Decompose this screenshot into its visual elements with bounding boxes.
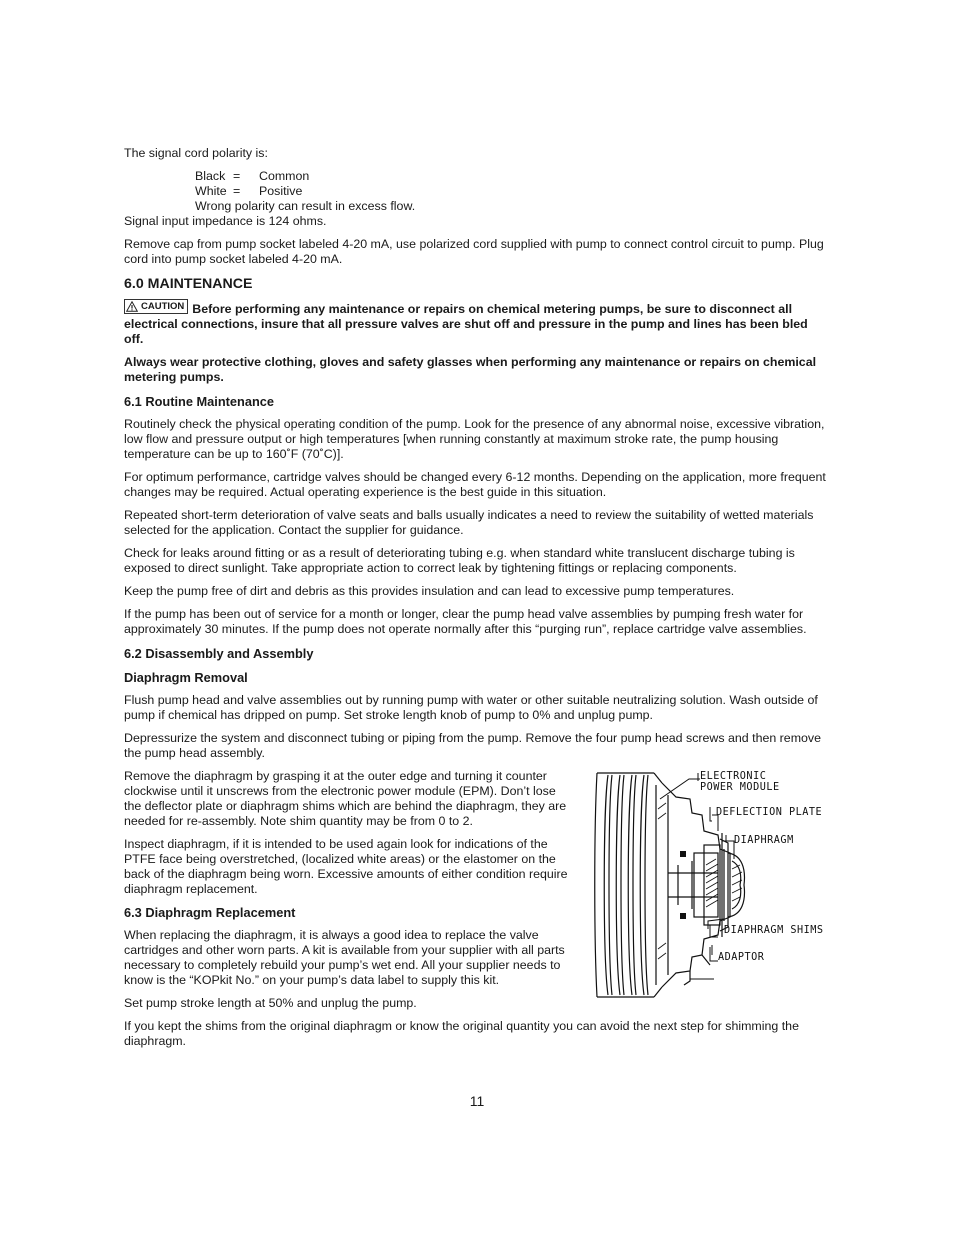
routine-paragraph: Check for leaks around fitting or as a result of deteriorating tubing e.g. when standard white translucent discharge tubing is exposed to direct sunlight. Take appropriate action to correct leak by tightening fittings or replacing components.: [124, 546, 795, 575]
label-electronic-power-module: [700, 771, 780, 793]
routine-paragraph: If the pump has been out of service for a month or longer, clear the pump head valve assemblies by pumping fresh water for approximately 30 minutes. If the pump does not operate normally after this “purging run”, replace cartridge valve assemblies.: [124, 607, 807, 636]
disassembly-paragraph: Inspect diaphragm, if it is intended to be used again look for indications of the PTFE face being overstretched, (localized white areas) or the elastomer on the back of the diaphragm being worn. Excessive amounts of either condition require diaphragm replacement.: [124, 837, 568, 896]
maintenance-heading: 6.0 MAINTENANCE: [124, 276, 253, 292]
replacement-paragraph: When replacing the diaphragm, it is always a good idea to replace the valve cartridges and other worn parts. A kit is available from your supplier with all parts necessary to completely rebuild your pump’s wet end. All your supplier needs to know is the “KOPkit No.” on your pump’s data label to supply this kit.: [124, 928, 565, 987]
polarity-meaning: Common: [259, 169, 310, 183]
label-deflection-plate: DEFLECTION PLATE: [716, 807, 823, 818]
label-adaptor: ADAPTOR: [718, 952, 765, 963]
routine-paragraph: Repeated short-term deterioration of valve seats and balls usually indicates a need to review the suitability of wetted materials selected for the application. Contact the supplier for guidance.: [124, 508, 814, 537]
polarity-warning: Wrong polarity can result in excess flow.: [195, 199, 416, 213]
polarity-heading: The signal cord polarity is:: [124, 146, 268, 160]
polarity-list: [195, 169, 830, 214]
replacement-paragraph: Set pump stroke length at 50% and unplug the pump.: [124, 996, 417, 1010]
diaphragm-assembly-figure: [594, 769, 834, 1001]
figure-wrap-area: [124, 769, 830, 988]
polarity-meaning: Positive: [259, 184, 303, 198]
disassembly-heading: 6.2 Disassembly and Assembly: [124, 646, 314, 661]
disassembly-paragraph: Remove the diaphragm by grasping it at the outer edge and turning it counter clockwise until it unscrews from the electronic power module (EPM). Don’t lose the deflector plate or diaphragm shims which are behind the diaphragm, they are needed for re-assembly. Note shim quantity may be from 0 to 2.: [124, 769, 567, 828]
routine-paragraph: For optimum performance, cartridge valves should be changed every 6-12 months. Depending on the application, more frequent changes may be required. Actual operating experience is the best guide in this situation.: [124, 470, 826, 499]
caution-paragraph: [124, 299, 830, 347]
caution-badge-label: CAUTION: [141, 301, 185, 312]
routine-paragraph: Keep the pump free of dirt and debris as this provides insulation and can lead to excessive pump temperatures.: [124, 584, 735, 598]
label-diaphragm-shims: DIAPHRAGM SHIMS: [724, 925, 824, 936]
routine-heading: 6.1 Routine Maintenance: [124, 394, 275, 409]
impedance-text: Signal input impedance is 124 ohms.: [124, 214, 327, 228]
polarity-color: White: [195, 184, 227, 198]
wrapped-text-column: [124, 769, 574, 988]
polarity-equals: =: [233, 169, 241, 183]
disassembly-paragraph: Depressurize the system and disconnect tubing or piping from the pump. Remove the four pump head screws and then remove the pump head assembly.: [124, 731, 821, 760]
polarity-row-black: [195, 169, 830, 184]
polarity-color: Black: [195, 169, 226, 183]
cap-instruction: Remove cap from pump socket labeled 4-20 mA, use polarized cord supplied with pump to connect control circuit to pump. Plug cord into pump socket labeled 4-20 mA.: [124, 237, 824, 266]
warning-triangle-icon: [126, 301, 138, 312]
caution-badge: [124, 299, 188, 314]
document-page: [124, 146, 830, 1057]
diaphragm-removal-heading: Diaphragm Removal: [124, 670, 248, 685]
replacement-heading: 6.3 Diaphragm Replacement: [124, 905, 296, 920]
polarity-row-white: [195, 184, 830, 199]
page-number: 11: [469, 1093, 485, 1109]
routine-paragraph: Routinely check the physical operating condition of the pump. Look for the presence of any abnormal noise, excessive vibration, low flow and pressure output or high temperatures [when running constantly at maximum stroke rate, the pump housing temperature can be up to 160˚F (70˚C)].: [124, 417, 825, 461]
replacement-paragraph: If you kept the shims from the original diaphragm or know the original quantity you can avoid the next step for shimming the diaphragm.: [124, 1019, 799, 1048]
label-diaphragm: DIAPHRAGM: [734, 835, 794, 846]
label-epm-line2: POWER MODULE: [700, 782, 780, 793]
pump-cross-section-drawing: [594, 769, 834, 1001]
caution-text: Before performing any maintenance or repairs on chemical metering pumps, be sure to disconnect all electrical connections, insure that all pressure valves are shut off and pressure in the pump and lines has been bled off.: [124, 302, 808, 346]
protective-text: Always wear protective clothing, gloves and safety glasses when performing any maintenance or repairs on chemical metering pumps.: [124, 355, 817, 384]
disassembly-paragraph: Flush pump head and valve assemblies out by running pump with water or other suitable neutralizing solution. Wash outside of pump if chemical has dripped on pump. Set stroke length knob of pump to 0% and unplug pump.: [124, 693, 818, 722]
polarity-equals: =: [233, 184, 241, 198]
label-epm-line1: ELECTRONIC: [700, 771, 767, 782]
